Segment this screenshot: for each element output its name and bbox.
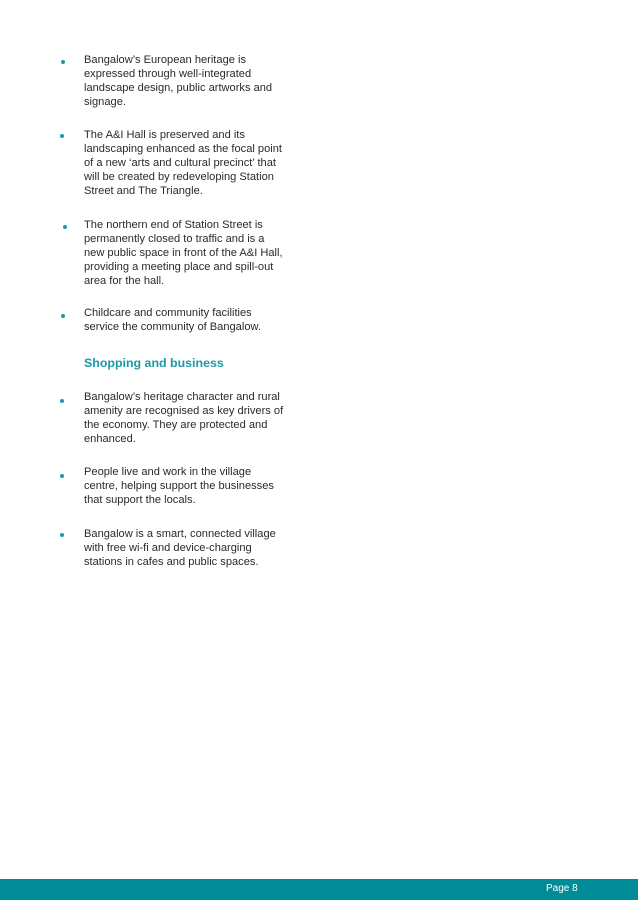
list-item-text: Bangalow’s European heritage is expressed through well-integrated landscape design, public artworks and signage. [84,54,273,108]
bullet-icon [60,533,64,537]
list-item-text: Bangalow’s heritage character and rural amenity are recognised as key drivers of the economy. They are protected and enhanced. [84,391,284,445]
bullet-icon [61,60,65,64]
bullet-icon [60,474,64,478]
list-item-text: Bangalow is a smart, connected village with free wi-fi and device-charging stations in cafes and public spaces. [84,528,276,568]
bullet-icon [63,225,67,229]
list-item-text: People live and work in the village centre, helping support the businesses that support the locals. [84,466,274,506]
bullet-icon [60,134,64,138]
bullet-icon [60,399,64,403]
list-item-text: The northern end of Station Street is permanently closed to traffic and is a new public space in front of the A&I Hall, providing a meeting place and spill-out area for the hall. [84,219,283,287]
section-heading: Shopping and business [84,356,224,370]
list-item-text: The A&I Hall is preserved and its landscaping enhanced as the focal point of a new ‘arts and cultural precinct’ that will be created by redeveloping Station Street and The Triangle. [84,129,282,197]
list-item-text: Childcare and community facilities service the community of Bangalow. [84,307,261,333]
page-number: Page 8 [546,883,578,894]
bullet-icon [61,314,65,318]
footer-bar [0,879,638,900]
